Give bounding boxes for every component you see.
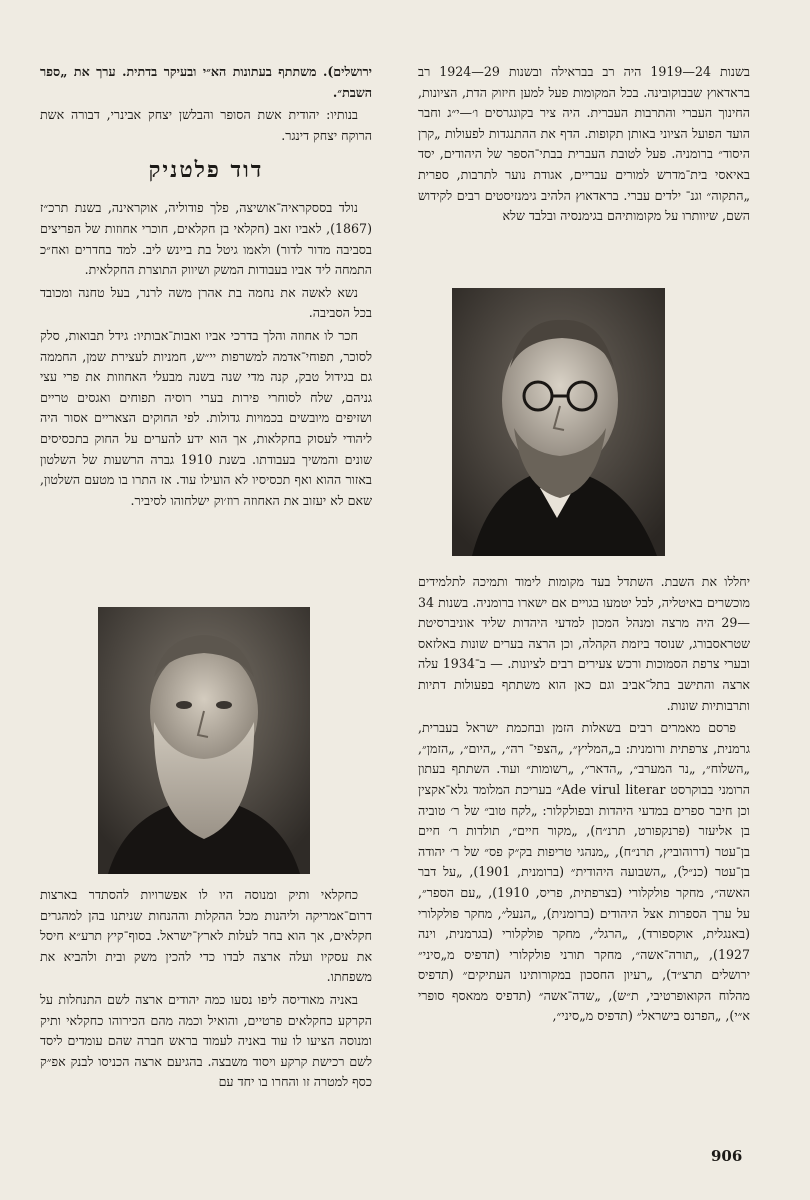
left-bottom-column: [40, 885, 372, 1095]
section-paragraph: חכר לו אחוזה והלך בדרכי אביו ואבות־אבותיו: גידל תבואות, סלק לסוכר, תפוחי־אדמה למשרפות יי״ש, חמניות לעצירת שמן, החממה גם בגידול טבק, קנה מדי שנה בשנה מבעלי האחוזות את פרי עצי גניהם, שלח לסוחרי פירות בערי רוסיה תפוחים ואגסים טריים ושזיפים מיובשים בכמויות גדולות. לפי החוקים הצאריים אסור היה ליהודי לעסוק בחקלאות, אך הוא ידע להערים על החוק בתכסיסים שונים והמשיך בעבודתו. בשנת 1910 גברה הרשעות של השלטון באזור ההוא ואף תכסיסיו לא הועילו עוד. אז התרו בו מטעם השלטון, שאם לא יעזוב את האחוזה רוז׳וק ישלחוהו לסיביר.: [40, 327, 372, 508]
section-paragraph: נשא לאשה את נחמה בת אהרן משה לרנר, בעל טחנה ומכובד בכל הסביבה.: [40, 284, 372, 321]
left-bottom-paragraph: כחקלאי ותיק ומנוסה היו לו אפשרויות להסתדר בארצות דרום־אמריקה וליהנות מכל ההקלות וההנחות שניתנו בהן למהגרים חקלאים, אך הוא בחר לעלות לארץ־ישראל. בסוף־קיץ תרע״א חיסל את עסקיו ועלה ארצה לבדו כדי להכין משק ובית ולהביא את משפחתו.: [40, 887, 372, 985]
right-top-paragraph: בשנות 24—1919 היה רב בבראילה ובשנות 29—1924 רב בראדאוץ שבבוקובינה. בכל המקומות פעל למען חיזוק הדת, הציונות, החינוך העברי והתרבות העברית. היה ציר בקונגרסים ו׳—י״ג וחבר הועד הפועל הציוני באותן תקופות. הדף את ההתנגדות לפעולות „קרן היסוד״ ברומניה. פעל לטובת העברית בבתי־הספר של היהודים, יסד באיאסי בית־מדרש למורים עבריים, אגודת נוער לתרבות, ספרית „התקוה״ וגנ־ ילדים עברי. בראדאוץ הלהיב גימנזיסטים רבים לקידוש השם, שיוותרו על מקומותיהם בגימנסיה ובלבד שלא: [418, 64, 750, 224]
left-intro-paragraph: בנותיו: יהודית אשת הסופר והבלשן יצחק אבינרי, דבורה אשת הרוקח יצחק דינגר.: [40, 107, 372, 143]
left-bottom-paragraph: באניה מאודיסה ליפו נסעו כמה יהודים ארצה לשם התנחלות על הקרקע כחקלאים פרטיים, והואיל וכמה מהם הכירוהו כחקלאי ותיק ומנוסה הציעו לו עוד באניה לעמוד בראש חברה שהם עומדים ליסד לשם רכישת קרקע ויסוד משבצה. בהגיעם ארצה הכניסו לבנק אפ״ק כסף למטרה זו והחרו בו יחד עם: [40, 991, 372, 1090]
right-bottom-paragraph: יחללו את השבת. השתדל בעד מקומות לימוד ותמיכה לתלמידים מוכשרים באיטליה, לבל יטמעו בגויים אם ישארו ברומניה. בשנות 34—29 היה מרצה ומנהל המכון למדעי היהדות שליד אוניברסיטת שטראסבורג, שנוסד ביזמת הקהלה, וכן הרצה בערים שונות באלזאס ובערי צרפת הסמוכות ורכש צעירים רבים לציונות. — ב־1934 עלה ארצה והתישב בתל־אביב וגם כאן הוא משתתף בפעולות דתיות ותרבותיות שונות.: [418, 574, 751, 713]
portrait-photo-rabbi: [452, 288, 665, 556]
left-column: [40, 62, 372, 513]
right-column: [418, 62, 750, 229]
right-bottom-paragraph: פרסם מאמרים רבים בשאלות הזמן ובחכמת ישראל בעברית, גרמנית, צרפתית ורומנית: ב„המליץ״, „הצפי־ רה״, „היום״, „הזמן״, „השלוח״, „נר המערב״, „הדאר״, „רשומות״ ועוד. השתתף בעתון הרומני בבוקרסט Ade virul literar״ בעריכת המלומד גלא־אקצין וכן חיבר ספרים במדעי היהדות ובפולקלור: „לקח טוב״ של ר׳ טוביה בן אליעזר (פרנקפורט, תרנ״ח), „מקור חיים״, תולדות ר׳ חיים בן־עטר (דרוהוביץ, תרנ״ח), „מנהגי טריפות בק״ק פס״ של ר׳ יהודה בן־עטר (כנ״ל), „השבועה היהודית״ (ברומנית, 1901), „על דבר האשה״, מחקר פולקלורי (בצרפתית, פריס, 1910), „עם הספר״, על ערך הספרות אצל היהודים (ברומנית), „הנעל״, מחקר פולקלורי (באנגלית, אוקספורד), „הרגל״, מחקר פולקלורי (בגרמנית, וינה 1927), „תורה־אשה״, מחקר תורני פולקלורי (תדפיס מ„סיני״ ירושלים תרצ״ד), „רעיון החסכון במקורותינו העתיקים״ (תדפיס מהלוח הקואופרטיבי, ת״ש), „שדה־אשה״ (תדפיס ממאסף סופרי א״י), „הפרנס בישראל״ (תדפיס מ„סיני״,: [418, 720, 750, 1024]
right-bottom-column: [418, 572, 750, 1029]
portrait-photo-david-platnik: [98, 607, 310, 874]
left-intro-paragraph: ירושלים). משתתף בעתונות הא״י ובעיקר בדתית. ערך את „ספר השבת״.: [40, 64, 372, 100]
section-title: דוד פלטניק: [148, 157, 264, 184]
section-paragraph: נולד בססקראיה־אושיצה, פלך פודוליה, אוקראינה, בשנת תרכ״ז (1867), לאביו זאב (חקלאי בן חקלאים, חוכרי אחוזות של הפריצים בסביבה מדור לדור) ולאמו גיטל בת ביינש ליב. למד בחדרים ואח״כ התמחה ליד אביו בעבודות המשק ושיווק התוצרת החקלאית.: [40, 200, 372, 278]
page-number: 906: [711, 1147, 743, 1165]
